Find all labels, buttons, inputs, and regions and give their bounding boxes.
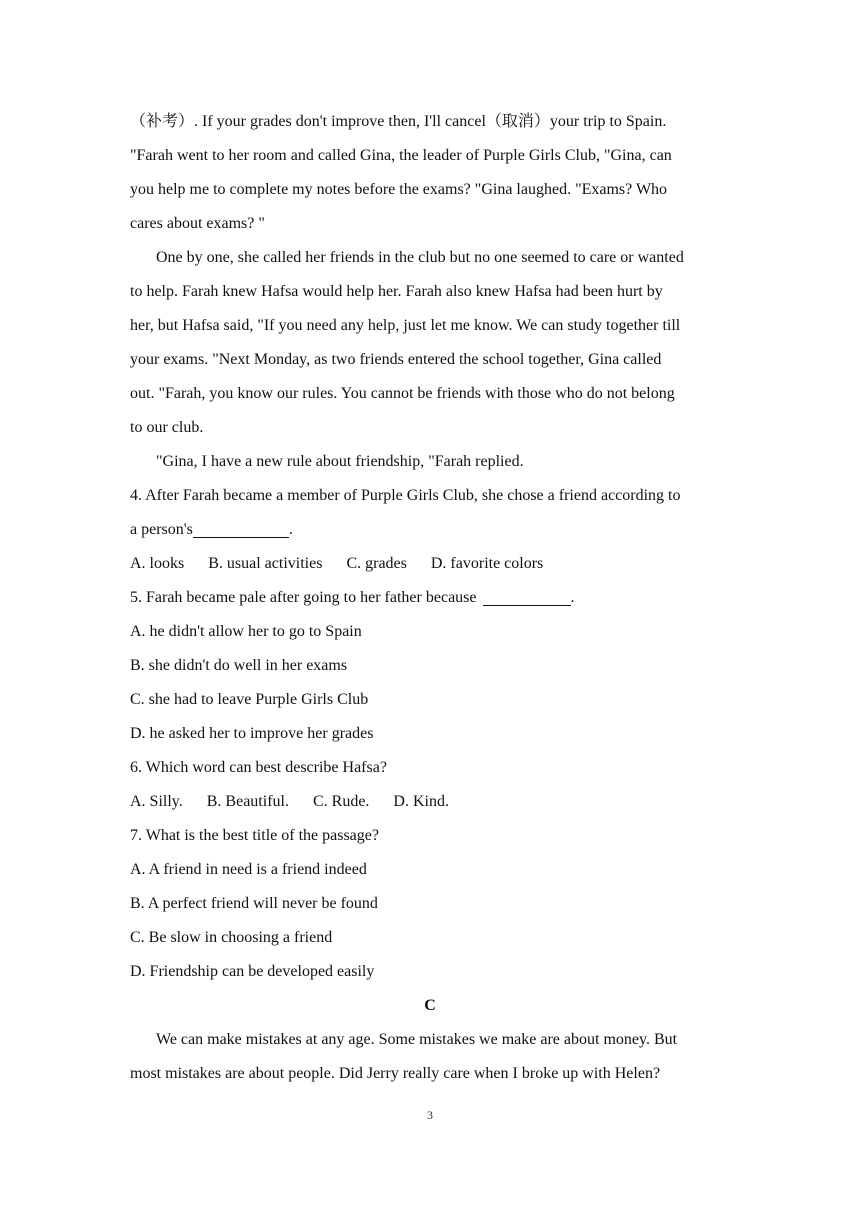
option-b: B. Beautiful.	[206, 793, 289, 810]
document-page	[130, 105, 730, 1091]
option-c: C. she had to leave Purple Girls Club	[130, 691, 369, 708]
option-a: A. looks	[130, 555, 185, 572]
passage-b-line: cares about exams? "	[130, 215, 265, 232]
passage-b-line: "Farah went to her room and called Gina, the leader of Purple Girls Club, "Gina, can	[130, 147, 672, 164]
option-c: C. Rude.	[312, 793, 370, 810]
option-d: D. Kind.	[393, 793, 449, 810]
passage-c-line: We can make mistakes at any age. Some mistakes we make are about money. But	[156, 1031, 678, 1048]
option-b: B. usual activities	[208, 555, 323, 572]
passage-b-line: （补考）. If your grades don't improve then, I'll cancel（取消）your trip to Spain.	[130, 113, 667, 130]
question-4-stem-cont	[130, 513, 730, 547]
question-5-stem	[130, 581, 730, 615]
question-4-end: .	[288, 521, 293, 538]
option-d: D. he asked her to improve her grades	[130, 725, 374, 742]
question-7-stem: 7. What is the best title of the passage?	[130, 827, 379, 844]
answer-blank	[483, 589, 571, 606]
answer-blank	[193, 521, 289, 538]
question-6-stem: 6. Which word can best describe Hafsa?	[130, 759, 387, 776]
passage-b-line: One by one, she called her friends in the club but no one seemed to care or wanted	[156, 249, 684, 266]
question-4-options	[130, 547, 730, 581]
page-number: 3	[427, 1108, 433, 1122]
passage-b-line: your exams. "Next Monday, as two friends entered the school together, Gina called	[130, 351, 662, 368]
passage-b-line: to our club.	[130, 419, 204, 436]
passage-b-line: "Gina, I have a new rule about friendship, "Farah replied.	[156, 453, 524, 470]
passage-b-line: her, but Hafsa said, "If you need any help, just let me know. We can study together till	[130, 317, 681, 334]
passage-b-line: you help me to complete my notes before the exams? "Gina laughed. "Exams? Who	[130, 181, 668, 198]
question-4-stem: 4. After Farah became a member of Purple Girls Club, she chose a friend according to	[130, 487, 681, 504]
question-5-text: 5. Farah became pale after going to her father because	[130, 589, 477, 606]
option-b: B. A perfect friend will never be found	[130, 895, 378, 912]
option-c: C. grades	[346, 555, 407, 572]
option-a: A. he didn't allow her to go to Spain	[130, 623, 362, 640]
passage-b-line: to help. Farah knew Hafsa would help her. Farah also knew Hafsa had been hurt by	[130, 283, 663, 300]
question-4-text: a person's	[130, 521, 193, 538]
section-heading: C	[424, 997, 436, 1014]
passage-b-line: out. "Farah, you know our rules. You cannot be friends with those who do not belong	[130, 385, 675, 402]
option-b: B. she didn't do well in her exams	[130, 657, 348, 674]
passage-c-line: most mistakes are about people. Did Jerry really care when I broke up with Helen?	[130, 1065, 661, 1082]
option-c: C. Be slow in choosing a friend	[130, 929, 333, 946]
question-5-end: .	[570, 589, 575, 606]
question-6-options	[130, 785, 730, 819]
option-d: D. favorite colors	[430, 555, 544, 572]
option-a: A. Silly.	[130, 793, 183, 810]
option-a: A. A friend in need is a friend indeed	[130, 861, 367, 878]
option-d: D. Friendship can be developed easily	[130, 963, 375, 980]
